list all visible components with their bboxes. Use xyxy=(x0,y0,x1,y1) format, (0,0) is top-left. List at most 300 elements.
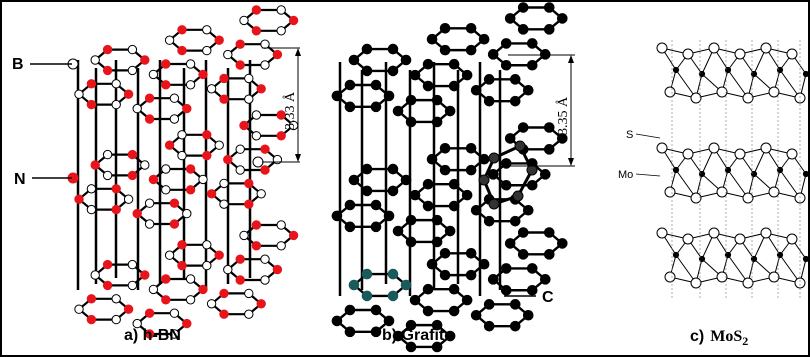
boron-atom xyxy=(103,171,111,179)
boron-atom xyxy=(252,111,260,119)
carbon-atom xyxy=(449,59,459,69)
carbon-atom xyxy=(471,85,481,95)
sulfur-atom xyxy=(657,143,667,153)
nitrogen-atom xyxy=(112,185,120,193)
carbon-atom xyxy=(440,165,450,175)
carbon-atom xyxy=(362,291,372,301)
boron-atom xyxy=(261,61,269,69)
caption-mos2-prefix: c) xyxy=(690,328,705,345)
hbn-spacing-label: 3.33 Å xyxy=(283,91,298,130)
boron-atom xyxy=(141,161,149,169)
sulfur-atom xyxy=(795,278,805,288)
boron-atom xyxy=(207,85,215,93)
carbon-atom xyxy=(445,331,455,341)
carbon-atom xyxy=(371,102,381,112)
carbon-atom xyxy=(388,269,398,279)
boron-atom xyxy=(203,26,211,34)
nitrogen-atom xyxy=(112,205,120,213)
carbon-atom xyxy=(423,81,433,91)
nitrogen-atom xyxy=(87,295,95,303)
nitrogen-atom xyxy=(199,285,207,293)
nitrogen-atom xyxy=(103,45,111,53)
nitrogen-atom xyxy=(128,150,136,158)
carbon-atom xyxy=(489,199,499,209)
carbon-atom xyxy=(432,215,442,225)
boron-atom xyxy=(273,155,281,163)
sulfur-atom xyxy=(743,193,753,203)
carbon-atom xyxy=(510,216,520,226)
carbon-atom xyxy=(466,248,476,258)
sulfur-atom xyxy=(665,272,675,282)
label-molybdenum: Mo xyxy=(618,169,634,181)
carbon-atom xyxy=(510,75,520,85)
nitrogen-atom xyxy=(145,94,153,102)
carbon-atom xyxy=(527,180,537,190)
carbon-atom xyxy=(349,175,359,185)
boron-atom xyxy=(178,131,186,139)
sulfur-atom xyxy=(761,143,771,153)
boron-atom xyxy=(75,90,83,98)
boron-atom xyxy=(186,296,194,304)
sulfur-atom xyxy=(787,149,797,159)
carbon-atom xyxy=(371,80,381,90)
sulfur-atom xyxy=(769,272,779,282)
nitrogen-atom xyxy=(178,241,186,249)
nitrogen-atom xyxy=(273,265,281,273)
boron-atom xyxy=(112,315,120,323)
carbon-atom xyxy=(540,170,550,180)
carbon-atom xyxy=(388,186,398,196)
carbon-atom xyxy=(488,170,498,180)
nitrogen-atom xyxy=(183,104,191,112)
nitrogen-atom xyxy=(220,289,228,297)
boron-atom xyxy=(203,241,211,249)
nitrogen-atom xyxy=(124,305,132,313)
carbon-atom xyxy=(488,275,498,285)
carbon-atom xyxy=(410,295,420,305)
carbon-atom xyxy=(449,179,459,189)
boron-atom xyxy=(277,242,285,250)
boron-atom xyxy=(236,145,244,153)
caption-mos2-formula: MoS xyxy=(710,328,743,345)
carbon-atom xyxy=(406,215,416,225)
boron-atom xyxy=(87,185,95,193)
sulfur-atom xyxy=(769,187,779,197)
carbon-atom xyxy=(401,175,411,185)
molybdenum-atom xyxy=(803,256,808,261)
carbon-atom xyxy=(445,226,455,236)
carbon-atom xyxy=(362,269,372,279)
carbon-atom xyxy=(384,316,394,326)
boron-atom xyxy=(277,6,285,14)
nitrogen-atom xyxy=(215,251,223,259)
boron-atom xyxy=(245,95,253,103)
carbon-atom xyxy=(384,91,394,101)
sulfur-atom xyxy=(787,49,797,59)
nitrogen-atom xyxy=(124,90,132,98)
nitrogen-atom xyxy=(162,81,170,89)
carbon-atom xyxy=(510,96,520,106)
carbon-atom xyxy=(527,285,537,295)
carbon-atom xyxy=(523,310,533,320)
boron-atom xyxy=(170,309,178,317)
carbon-atom xyxy=(432,237,442,247)
nitrogen-atom xyxy=(170,220,178,228)
molybdenum-atom xyxy=(673,252,678,257)
carbon-atom xyxy=(345,102,355,112)
boron-atom xyxy=(261,255,269,263)
sulfur-atom xyxy=(743,93,753,103)
carbon-atom xyxy=(345,305,355,315)
nitrogen-atom xyxy=(178,46,186,54)
nitrogen-atom xyxy=(162,60,170,68)
carbon-atom xyxy=(349,280,359,290)
carbon-atom xyxy=(479,259,489,269)
carbon-atom xyxy=(362,66,372,76)
molybdenum-atom xyxy=(673,167,678,172)
nitrogen-atom xyxy=(273,50,281,58)
label-nitrogen: N xyxy=(14,171,26,188)
carbon-atom xyxy=(388,291,398,301)
nitrogen-atom xyxy=(133,209,141,217)
carbon-atom xyxy=(423,306,433,316)
carbon-atom xyxy=(501,39,511,49)
carbon-atom xyxy=(544,123,554,133)
carbon-atom xyxy=(427,259,437,269)
carbon-atom xyxy=(471,310,481,320)
boron-atom xyxy=(128,66,136,74)
nitrogen-atom xyxy=(162,296,170,304)
boron-atom xyxy=(149,70,157,78)
carbon-atom xyxy=(557,239,567,249)
sulfur-atom xyxy=(769,87,779,97)
carbon-atom xyxy=(466,143,476,153)
carbon-atom xyxy=(484,96,494,106)
sulfur-atom xyxy=(691,93,701,103)
nitrogen-atom xyxy=(145,309,153,317)
boron-atom xyxy=(124,195,132,203)
boron-atom xyxy=(162,165,170,173)
sulfur-atom xyxy=(717,87,727,97)
carbon-atom xyxy=(427,34,437,44)
boron-atom xyxy=(236,166,244,174)
boron-atom xyxy=(220,179,228,187)
carbon-atom xyxy=(362,164,372,174)
boron-atom xyxy=(186,275,194,283)
nitrogen-atom xyxy=(87,315,95,323)
nitrogen-atom xyxy=(162,275,170,283)
carbon-atom xyxy=(393,106,403,116)
boron-atom xyxy=(128,45,136,53)
boron-atom xyxy=(103,150,111,158)
nitrogen-atom xyxy=(149,175,157,183)
sulfur-atom xyxy=(717,272,727,282)
nitrogen-atom xyxy=(103,66,111,74)
carbon-atom xyxy=(544,25,554,35)
carbon-atom xyxy=(345,200,355,210)
carbon-atom xyxy=(345,80,355,90)
boron-atom xyxy=(245,74,253,82)
nitrogen-atom xyxy=(178,26,186,34)
carbon-atom xyxy=(332,211,342,221)
nitrogen-atom xyxy=(170,199,178,207)
carbon-atom xyxy=(406,95,416,105)
carbon-atom xyxy=(462,70,472,80)
nitrogen-atom xyxy=(203,151,211,159)
sulfur-atom xyxy=(735,49,745,59)
caption-mos2 xyxy=(690,328,748,348)
carbon-atom xyxy=(489,153,499,163)
sulfur-atom xyxy=(787,234,797,244)
nitrogen-atom xyxy=(277,132,285,140)
carbon-atom xyxy=(388,44,398,54)
nitrogen-atom xyxy=(128,171,136,179)
boron-atom xyxy=(261,276,269,284)
caption-graphite: b) Grafit xyxy=(382,327,445,344)
nitrogen-atom xyxy=(261,166,269,174)
boron-atom xyxy=(149,285,157,293)
nitrogen-atom xyxy=(75,195,83,203)
boron-atom xyxy=(215,141,223,149)
sulfur-atom xyxy=(709,43,719,53)
nitrogen-atom xyxy=(240,121,248,129)
carbon-atom xyxy=(388,66,398,76)
caption-hbn: a) h-BN xyxy=(124,327,181,344)
carbon-atom xyxy=(501,285,511,295)
boron-atom xyxy=(112,80,120,88)
boron-atom xyxy=(220,200,228,208)
sulfur-atom xyxy=(717,187,727,197)
carbon-atom xyxy=(505,14,515,24)
carbon-atom xyxy=(466,270,476,280)
carbon-atom xyxy=(501,264,511,274)
carbon-atom xyxy=(462,295,472,305)
carbon-atom xyxy=(501,159,511,169)
boron-atom xyxy=(112,100,120,108)
boron-atom xyxy=(224,50,232,58)
carbon-atom xyxy=(518,228,528,238)
graphite-spacing-label: 3.35 Å xyxy=(556,96,571,135)
nitrogen-atom xyxy=(220,95,228,103)
carbon-atom xyxy=(471,205,481,215)
caption-mos2-subscript: 2 xyxy=(742,334,749,348)
carbon-atom xyxy=(440,45,450,55)
carbon-atom xyxy=(349,55,359,65)
boron-atom xyxy=(240,231,248,239)
nitrogen-atom xyxy=(220,74,228,82)
carbon-atom xyxy=(332,91,342,101)
sulfur-atom xyxy=(683,234,693,244)
nitrogen-atom xyxy=(87,80,95,88)
carbon-atom xyxy=(518,25,528,35)
carbon-atom xyxy=(544,3,554,13)
carbon-atom xyxy=(449,306,459,316)
boron-atom xyxy=(162,186,170,194)
nitrogen-atom xyxy=(178,261,186,269)
boron-atom xyxy=(277,221,285,229)
label-carbon: C xyxy=(542,289,554,306)
carbon-atom xyxy=(510,300,520,310)
carbon-atom xyxy=(501,180,511,190)
nitrogen-atom xyxy=(224,155,232,163)
boron-atom xyxy=(277,27,285,35)
sulfur-atom xyxy=(691,278,701,288)
nitrogen-atom xyxy=(207,190,215,198)
sulfur-atom xyxy=(761,43,771,53)
carbon-atom xyxy=(427,154,437,164)
carbon-atom xyxy=(557,14,567,24)
carbon-atom xyxy=(544,145,554,155)
carbon-atom xyxy=(384,211,394,221)
sulfur-atom xyxy=(709,143,719,153)
nitrogen-atom xyxy=(103,281,111,289)
carbon-atom xyxy=(401,280,411,290)
boron-atom xyxy=(257,190,265,198)
sulfur-atom xyxy=(709,228,719,238)
boron-atom xyxy=(253,157,263,167)
nitrogen-atom xyxy=(289,231,297,239)
carbon-atom xyxy=(345,222,355,232)
carbon-atom xyxy=(410,70,420,80)
nitrogen-atom xyxy=(141,271,149,279)
carbon-atom xyxy=(544,228,554,238)
nitrogen-atom xyxy=(236,40,244,48)
sulfur-atom xyxy=(735,149,745,159)
boron-atom xyxy=(91,271,99,279)
boron-atom xyxy=(261,40,269,48)
boron-atom xyxy=(87,205,95,213)
carbon-atom xyxy=(527,39,537,49)
carbon-atom xyxy=(401,55,411,65)
boron-atom xyxy=(203,46,211,54)
nitrogen-atom xyxy=(236,276,244,284)
sulfur-atom xyxy=(683,149,693,159)
carbon-atom xyxy=(445,106,455,116)
nitrogen-atom xyxy=(245,200,253,208)
carbon-atom xyxy=(518,3,528,13)
nitrogen-atom xyxy=(252,27,260,35)
carbon-atom xyxy=(523,205,533,215)
carbon-atom xyxy=(484,216,494,226)
carbon-atom xyxy=(440,270,450,280)
boron-atom xyxy=(245,310,253,318)
boron-atom xyxy=(145,199,153,207)
carbon-atom xyxy=(371,305,381,315)
boron-atom xyxy=(186,60,194,68)
mos2-structure xyxy=(657,40,809,300)
carbon-atom xyxy=(544,250,554,260)
carbon-atom xyxy=(518,123,528,133)
carbon-atom xyxy=(513,191,523,201)
boron-atom xyxy=(207,300,215,308)
carbon-atom xyxy=(440,248,450,258)
carbon-atom xyxy=(362,186,372,196)
nitrogen-atom xyxy=(91,161,99,169)
boron-atom xyxy=(170,115,178,123)
nitrogen-atom xyxy=(87,100,95,108)
sulfur-atom xyxy=(691,193,701,203)
carbon-atom xyxy=(527,60,537,70)
sulfur-atom xyxy=(657,43,667,53)
boron-atom xyxy=(145,220,153,228)
carbon-atom xyxy=(371,327,381,337)
carbon-atom xyxy=(484,321,494,331)
carbon-atom xyxy=(423,201,433,211)
carbon-atom xyxy=(510,321,520,331)
sulfur-atom xyxy=(665,87,675,97)
carbon-atom xyxy=(484,75,494,85)
molybdenum-atom xyxy=(673,67,678,72)
carbon-atom xyxy=(406,117,416,127)
nitrogen-atom xyxy=(245,179,253,187)
nitrogen-atom xyxy=(252,242,260,250)
boron-atom xyxy=(240,16,248,24)
carbon-atom xyxy=(440,143,450,153)
carbon-atom xyxy=(432,95,442,105)
carbon-atom xyxy=(423,284,433,294)
carbon-atom xyxy=(505,134,515,144)
carbon-atom xyxy=(488,50,498,60)
leader-molybdenum xyxy=(636,174,660,176)
sulfur-atom xyxy=(761,228,771,238)
boron-atom xyxy=(178,151,186,159)
boron-atom xyxy=(165,36,173,44)
carbon-atom xyxy=(449,201,459,211)
boron-atom xyxy=(133,104,141,112)
carbon-atom xyxy=(388,164,398,174)
boron-atom xyxy=(186,81,194,89)
nitrogen-atom xyxy=(236,255,244,263)
carbon-atom xyxy=(484,300,494,310)
nitrogen-atom xyxy=(203,131,211,139)
carbon-atom xyxy=(515,141,525,151)
carbon-atom xyxy=(479,34,489,44)
label-boron: B xyxy=(12,56,24,73)
carbon-atom xyxy=(527,264,537,274)
carbon-atom xyxy=(505,239,515,249)
carbon-atom xyxy=(462,190,472,200)
carbon-atom xyxy=(423,179,433,189)
nitrogen-atom xyxy=(186,186,194,194)
nitrogen-atom xyxy=(236,61,244,69)
sulfur-atom xyxy=(743,278,753,288)
boron-atom xyxy=(245,289,253,297)
label-sulfur: S xyxy=(626,129,634,141)
boron-atom xyxy=(170,94,178,102)
nitrogen-atom xyxy=(165,141,173,149)
sulfur-atom xyxy=(665,187,675,197)
nitrogen-atom xyxy=(183,319,191,327)
nitrogen-atom xyxy=(220,310,228,318)
carbon-atom xyxy=(479,175,489,185)
boron-atom xyxy=(199,175,207,183)
carbon-atom xyxy=(393,226,403,236)
boron-atom xyxy=(165,251,173,259)
carbon-atom xyxy=(518,250,528,260)
carbon-atom xyxy=(371,222,381,232)
nitrogen-atom xyxy=(252,6,260,14)
carbon-atom xyxy=(440,23,450,33)
nitrogen-atom xyxy=(145,115,153,123)
carbon-atom xyxy=(345,327,355,337)
boron-atom xyxy=(75,305,83,313)
carbon-atom xyxy=(449,284,459,294)
boron-atom xyxy=(128,260,136,268)
nitrogen-atom xyxy=(252,221,260,229)
sulfur-atom xyxy=(683,49,693,59)
boron-atom xyxy=(112,295,120,303)
nitrogen-atom xyxy=(257,300,265,308)
